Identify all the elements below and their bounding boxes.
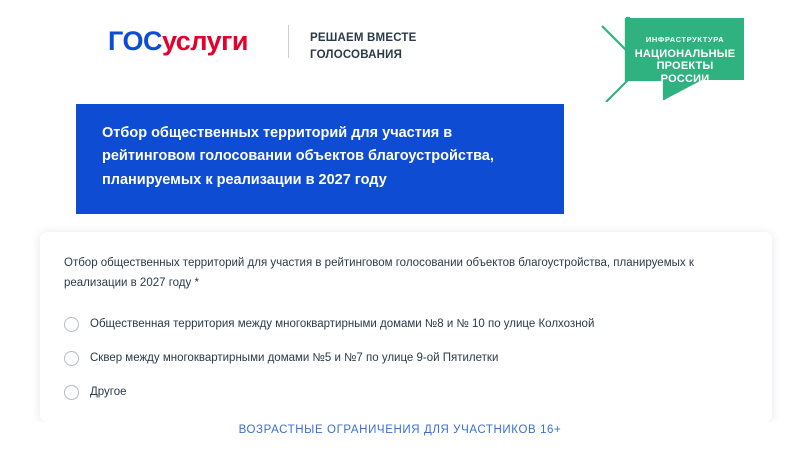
logo-text-gos: ГОС bbox=[108, 26, 162, 56]
badge-line-infrastructure: ИНФРАСТРУКТУРА bbox=[645, 35, 725, 44]
poll-question: Отбор общественных территорий для участия в рейтинговом голосовании объектов благоустройства, планируемых к реализации в 2027 году * bbox=[64, 257, 694, 289]
poll-option-3-label: Другое bbox=[90, 386, 127, 399]
national-projects-badge-text bbox=[632, 36, 738, 86]
title-banner bbox=[76, 104, 564, 214]
logo-text-uslugi: услуги bbox=[161, 26, 248, 56]
header-divider bbox=[288, 25, 289, 58]
national-projects-badge bbox=[586, 16, 746, 102]
age-restriction-notice: ВОЗРАСТНЫЕ ОГРАНИЧЕНИЯ ДЛЯ УЧАСТНИКОВ 16+ bbox=[238, 424, 562, 436]
poll-option-2[interactable] bbox=[64, 342, 748, 376]
site-header bbox=[0, 0, 800, 90]
radio-button-icon[interactable] bbox=[64, 317, 79, 332]
radio-button-icon[interactable] bbox=[64, 351, 79, 366]
poll-option-1-label: Общественная территория между многоквартирными домами №8 и № 10 по улице Колхозной bbox=[90, 318, 595, 331]
poll-card bbox=[40, 232, 772, 422]
badge-line-russia: РОССИИ bbox=[660, 72, 710, 85]
header-slogan-line-2: ГОЛОСОВАНИЯ bbox=[310, 48, 403, 61]
poll-option-2-label: Сквер между многоквартирными домами №5 и №7 по улице 9-ой Пятилетки bbox=[90, 352, 499, 365]
site-footer bbox=[0, 422, 800, 450]
gosuslugi-logo[interactable] bbox=[108, 28, 248, 55]
header-slogan bbox=[310, 30, 417, 63]
radio-button-icon[interactable] bbox=[64, 385, 79, 400]
badge-line-projects: ПРОЕКТЫ bbox=[656, 60, 714, 73]
badge-line-national: НАЦИОНАЛЬНЫЕ bbox=[634, 47, 736, 60]
banner-title: Отбор общественных территорий для участия в рейтинговом голосовании объектов благоустройства, планируемых к реализации в 2027 году bbox=[102, 125, 494, 188]
poll-option-1[interactable] bbox=[64, 308, 748, 342]
poll-options-list bbox=[64, 308, 748, 410]
header-slogan-line-1: РЕШАЕМ ВМЕСТЕ bbox=[310, 32, 417, 44]
poll-option-3[interactable] bbox=[64, 376, 748, 410]
